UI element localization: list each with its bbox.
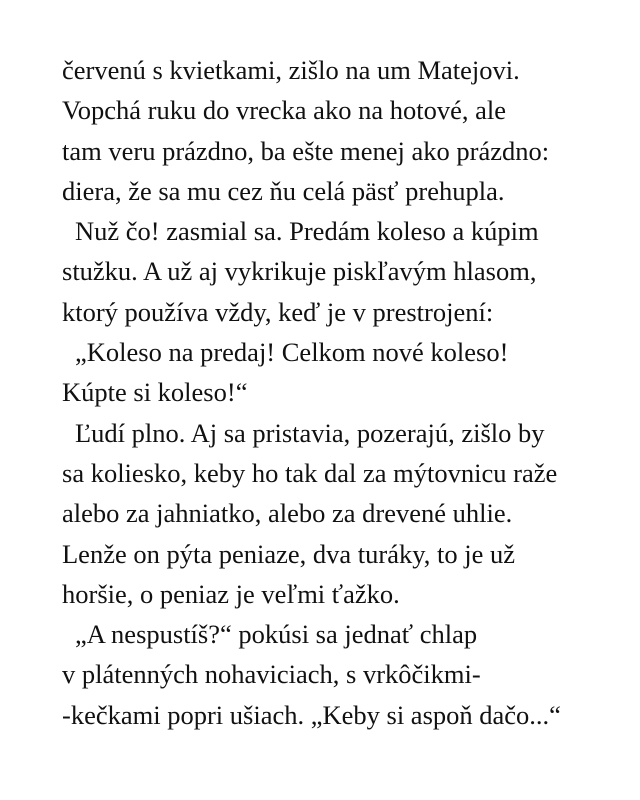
text-line: sa koliesko, keby ho tak dal za mýtovnicu raže	[62, 457, 558, 488]
text-line: ktorý používa vždy, keď je v prestrojení:	[62, 296, 494, 327]
text-line: Kúpte si koleso!“	[62, 377, 248, 408]
text-line: Ľudí plno. Aj sa pristavia, pozerajú, zišlo by	[75, 417, 545, 448]
text-line: -kečkami popri ušiach. „Keby si aspoň dačo...“	[62, 699, 561, 730]
text-line: červenú s kvietkami, zišlo na um Matejovi.	[62, 55, 520, 85]
text-line: stužku. A už aj vykrikuje piskľavým hlasom,	[62, 256, 537, 287]
text-line: „A nespustíš?“ pokúsi sa jednať chlap	[75, 619, 478, 650]
text-line: diera, že sa mu cez ňu celá päsť prehupla.	[62, 175, 505, 206]
text-line: Lenže on pýta peniaze, dva turáky, to je už	[62, 538, 515, 569]
text-line: Nuž čo! zasmial sa. Predám koleso a kúpim	[75, 216, 539, 247]
text-line: tam veru prázdno, ba ešte menej ako prázdno:	[62, 135, 550, 166]
body-text	[62, 50, 622, 735]
text-line: „Koleso na predaj! Celkom nové koleso!	[75, 337, 509, 368]
text-line: alebo za jahniatko, alebo za drevené uhlie.	[62, 498, 513, 529]
text-line: Vopchá ruku do vrecka ako na hotové, ale	[62, 95, 506, 126]
text-line: horšie, o peniaz je veľmi ťažko.	[62, 578, 400, 609]
text-line: v plátenných nohaviciach, s vrkôčikmi-	[62, 659, 481, 690]
